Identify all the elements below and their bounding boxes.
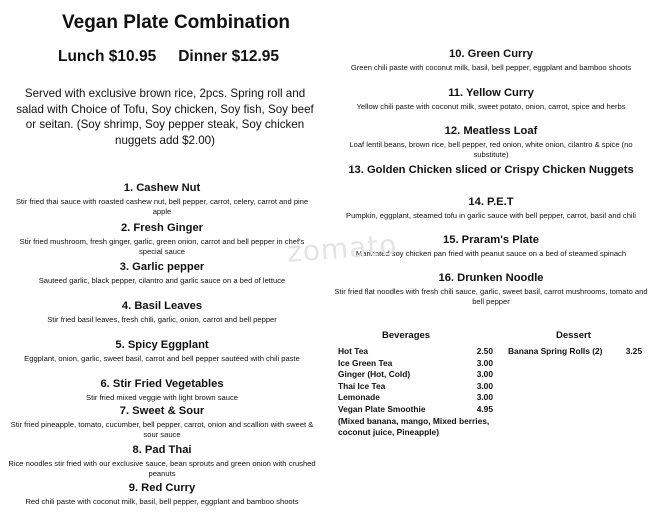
lunch-price: Lunch $10.95	[58, 48, 157, 65]
menu-item	[8, 221, 316, 257]
item-desc: Marinated soy chicken pan fried with peanut sauce on a bed of steamed spinach	[355, 249, 627, 258]
beverage-row	[338, 358, 508, 370]
smoothie-note: (Mixed banana, mango, Mixed berries, coconut juice, Pineapple)	[338, 415, 490, 438]
item-name: 12. Meatless Loaf	[444, 125, 538, 137]
beverages-section	[338, 330, 508, 439]
item-name: 6. Stir Fried Vegetables	[100, 378, 224, 390]
menu-item	[332, 47, 650, 73]
item-name: 5. Spicy Eggplant	[115, 339, 209, 351]
beverage-name: Hot Tea	[338, 346, 369, 356]
dessert-name: Banana Spring Rolls (2)	[508, 346, 603, 356]
beverages-heading: Beverages	[382, 330, 431, 341]
item-name: 3. Garlic pepper	[119, 261, 205, 273]
beverage-row	[338, 404, 508, 416]
menu-item	[332, 86, 650, 112]
beverage-name: Ice Green Tea	[338, 357, 393, 368]
menu-title: Vegan Plate Combination	[62, 12, 291, 33]
price-line	[58, 48, 279, 66]
item-desc: Stir fried mushroom, fresh ginger, garlic, green onion, carrot and bell pepper in chef's special sauce	[19, 237, 305, 256]
beverage-name: Lemonade	[338, 392, 380, 403]
item-name: 2. Fresh Ginger	[120, 222, 204, 234]
menu-item	[8, 338, 316, 364]
dessert-price: 3.25	[625, 346, 642, 356]
item-name: 9. Red Curry	[128, 482, 196, 494]
menu-item	[332, 195, 650, 221]
beverage-name: Vegan Plate Smoothie	[338, 403, 426, 414]
beverage-price: 4.95	[476, 403, 493, 414]
item-desc: Stir fried thai sauce with roasted cashew nut, bell pepper, carrot, celery, carrot and pine apple	[15, 197, 309, 216]
beverage-row	[338, 369, 508, 381]
item-desc: Stir fried mixed veggie with light brown sauce	[86, 393, 238, 402]
menu-item	[8, 481, 316, 507]
item-name: 7. Sweet & Sour	[119, 405, 205, 417]
item-name: 15. Praram's Plate	[443, 234, 539, 246]
item-name: 10. Green Curry	[449, 48, 533, 60]
menu-item	[332, 162, 650, 179]
beverage-row	[338, 346, 508, 358]
menu-item	[8, 181, 316, 217]
watermark: zomato	[285, 228, 399, 269]
item-name: 8. Pad Thai	[132, 444, 192, 456]
item-name: 13. Golden Chicken sliced or Crispy Chicken Nuggets	[348, 164, 634, 176]
menu-item	[8, 377, 316, 403]
menu-item	[8, 404, 316, 440]
dinner-price: Dinner $12.95	[178, 48, 280, 65]
intro-text: Served with exclusive brown rice, 2pcs. Spring roll and salad with Choice of Tofu, Soy chicken, Soy fish, Soy beef or seitan. (Soy shrimp, Soy pepper steak, Soy chicken nuggets add $2.00)	[16, 87, 314, 147]
beverage-price: 3.00	[476, 380, 493, 391]
menu-item	[8, 299, 316, 325]
beverage-name: Thai Ice Tea	[338, 380, 386, 391]
item-desc: Yellow chili paste with coconut milk, sweet potato, onion, carrot, spice and herbs	[356, 102, 626, 111]
beverage-price: 3.00	[476, 369, 493, 380]
item-desc: Green chili paste with coconut milk, basil, bell pepper, eggplant and bamboo shoots	[350, 63, 632, 72]
beverage-name: Ginger (Hot, Cold)	[338, 369, 411, 380]
beverage-price: 3.00	[476, 357, 493, 368]
item-name: 1. Cashew Nut	[123, 182, 201, 194]
menu-item	[332, 124, 650, 160]
item-desc: Sauteed garlic, black pepper, cilantro and garlic sauce on a bed of lettuce	[38, 276, 286, 285]
item-name: 14. P.E.T	[468, 196, 514, 208]
dessert-heading: Dessert	[556, 330, 591, 341]
menu-item	[332, 271, 650, 307]
menu-item	[8, 260, 316, 286]
item-desc: Stir fried pineapple, tomato, cucumber, bell pepper, carrot, onion and scallion with sweet & sour sauce	[10, 420, 314, 439]
item-name: 4. Basil Leaves	[121, 300, 203, 312]
item-desc: Stir fried basil leaves, fresh chili, garlic, onion, carrot and bell pepper	[47, 315, 277, 324]
dessert-row	[508, 346, 648, 358]
beverage-row	[338, 381, 508, 393]
beverage-row	[338, 392, 508, 404]
item-desc: Pumpkin, eggplant, steamed tofu in garlic sauce with bell pepper, carrot, basil and chili	[346, 211, 636, 220]
menu-item	[8, 443, 316, 479]
item-name: 11. Yellow Curry	[448, 87, 534, 99]
beverage-price: 2.50	[476, 346, 493, 356]
item-desc: Stir fried flat noodles with fresh chili sauce, garlic, sweet basil, carrot mushrooms, tomato and bell pepper	[334, 287, 648, 306]
item-name: 16. Drunken Noodle	[438, 272, 544, 284]
item-desc: Red chili paste with coconut milk, basil, bell pepper, eggplant and bamboo shoots	[25, 497, 299, 506]
beverage-price: 3.00	[476, 392, 493, 403]
item-desc: Loaf lentil beans, brown rice, bell pepper, red onion, white onion, cilantro & spice (no substitute)	[349, 140, 633, 159]
item-desc: Eggplant, onion, garlic, sweet basil, carrot and bell pepper sautéed with chili paste	[24, 354, 300, 363]
dessert-section	[508, 330, 648, 358]
item-desc: Rice noodles stir fried with our exclusive sauce, bean sprouts and green onion with crushed peanuts	[8, 459, 316, 478]
